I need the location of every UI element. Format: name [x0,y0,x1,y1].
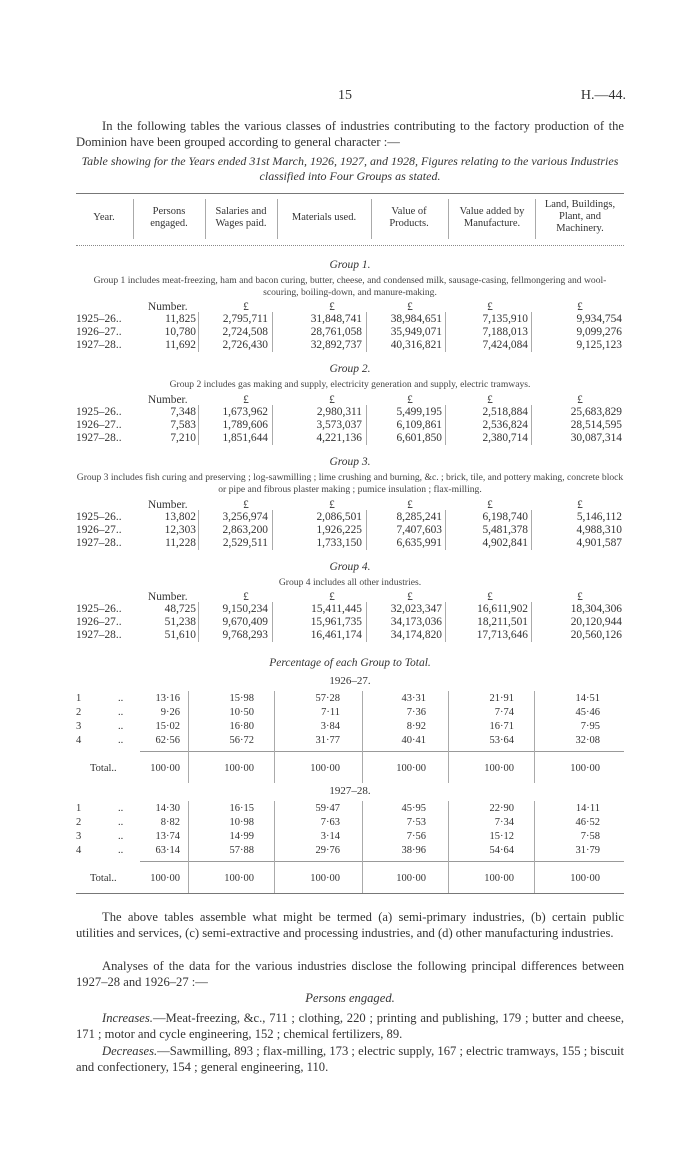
col-divider [534,691,535,783]
percent-value: 54·64 [489,845,514,856]
cell-value: 18,304,306 [570,603,622,615]
col-divider [448,691,449,783]
unit-label: £ [407,394,413,406]
page-number: 15 [338,88,352,103]
col-divider [188,801,189,893]
total-value: 100·00 [396,873,426,884]
col-divider [445,405,446,445]
percent-value: 62·56 [155,735,180,746]
percent-value: 45·46 [575,707,600,718]
percent-value: 16·15 [229,803,254,814]
row-year: 1927–28.. [76,537,122,549]
row-year: 1927–28.. [76,432,122,444]
cell-value: 7,135,910 [482,313,528,325]
cell-value: 2,518,884 [482,406,528,418]
percent-value: 7·34 [494,817,514,828]
row-year: 1925–26.. [76,313,122,325]
row-year: 1926–27.. [76,419,122,431]
column-header-row [76,195,624,243]
cell-value: 51,610 [164,629,196,641]
col-divider [366,510,367,550]
cell-value: 5,481,378 [482,524,528,536]
percent-value: 59·47 [315,803,340,814]
col-divider [188,691,189,783]
leader-dots: .. [118,817,124,828]
cell-value: 9,125,123 [576,339,622,351]
decreases-text: —Sawmilling, 893 ; flax-milling, 173 ; electric supply, 167 ; electric tramways, 155 ; biscuit and confectionery, 154 ; general engineering, 110. [76,1044,624,1074]
analyses-paragraph: Analyses of the data for the various industries disclose the following principal differences between 1927–28 and 1926–27 :— [76,959,624,989]
cell-value: 16,461,174 [310,629,362,641]
table-top-rule [76,193,624,194]
cell-value: 3,256,974 [222,511,268,523]
cell-value: 1,789,606 [222,419,268,431]
cell-value: 2,086,501 [316,511,362,523]
unit-label: £ [407,591,413,603]
cell-value: 2,795,711 [222,313,268,325]
cell-value: 7,424,084 [482,339,528,351]
unit-label: £ [243,499,249,511]
percent-value: 57·28 [315,693,340,704]
percent-value: 7·95 [580,721,600,732]
unit-label: £ [487,591,493,603]
total-value: 100·00 [396,763,426,774]
cell-value: 9,150,234 [222,603,268,615]
percent-value: 9·26 [160,707,180,718]
unit-label: £ [243,394,249,406]
leader-dots: .. [118,845,124,856]
unit-label: £ [577,591,583,603]
leader-dots: .. [118,803,124,814]
group-label: 4 [76,735,82,746]
leader-dots: .. [118,707,124,718]
cell-value: 7,583 [170,419,196,431]
percent-value: 45·95 [401,803,426,814]
cell-value: 7,348 [170,406,196,418]
unit-label: £ [577,301,583,313]
cell-value: 10,780 [164,326,196,338]
col-divider [362,801,363,893]
cell-value: 34,173,036 [390,616,442,628]
cell-value: 28,761,058 [310,326,362,338]
percent-value: 16·80 [229,721,254,732]
row-year: 1927–28.. [76,629,122,641]
col-divider [272,602,273,642]
percent-value: 3·84 [320,721,340,732]
total-label: Total.. [90,763,117,774]
col-head-materials: Materials used. [291,212,357,223]
cell-value: 8,285,241 [396,511,442,523]
cell-value: 2,980,311 [316,406,362,418]
cell-value: 5,146,112 [576,511,622,523]
cell-value: 11,692 [165,339,196,351]
percent-value: 43·31 [401,693,426,704]
unit-label: £ [329,499,335,511]
cell-value: 13,802 [164,511,196,523]
cell-value: 12,303 [164,524,196,536]
percent-value: 22·90 [489,803,514,814]
cell-value: 18,211,501 [477,616,528,628]
cell-value: 2,863,200 [222,524,268,536]
col-divider [366,312,367,352]
group-description: Group 2 includes gas making and supply, electricity generation and supply, electric tramways. [169,379,531,390]
row-year: 1925–26.. [76,603,122,615]
unit-label: Number. [148,301,188,313]
group-1-block [76,300,624,352]
cell-value: 35,949,071 [390,326,442,338]
percent-value: 14·11 [575,803,600,814]
cell-value: 30,087,314 [570,432,622,444]
unit-label: £ [487,394,493,406]
group-2-block [76,393,624,445]
unit-label: £ [577,499,583,511]
cell-value: 15,411,445 [311,603,362,615]
row-year: 1927–28.. [76,339,122,351]
summary-paragraph: The above tables assemble what might be termed (a) semi-primary industries, (b) certain public utilities and services, (c) semi-extractive and processing industries, and (d) other manufacturing industries. [76,910,624,940]
cell-value: 2,726,430 [222,339,268,351]
col-head-land-buildings: Land, Buildings, Plant, and Machinery. [544,199,616,234]
col-divider [205,199,206,239]
col-divider [445,312,446,352]
unit-label: Number. [148,394,188,406]
unit-label: £ [243,591,249,603]
col-divider [366,405,367,445]
cell-value: 6,198,740 [482,511,528,523]
unit-label: £ [487,499,493,511]
percent-value: 7·36 [406,707,426,718]
col-divider [445,510,446,550]
decreases-label: Decreases. [102,1044,158,1058]
leader-dots: .. [118,735,124,746]
total-value: 100·00 [310,873,340,884]
persons-engaged-heading: Persons engaged. [305,991,395,1005]
col-divider [448,801,449,893]
table-caption: Table showing for the Years ended 31st March, 1926, 1927, and 1928, Figures relating to the various Industries classified into Four Groups as stated. [81,154,619,183]
percent-value: 15·12 [489,831,514,842]
cell-value: 9,670,409 [222,616,268,628]
leader-dots: .. [118,831,124,842]
cell-value: 2,380,714 [482,432,528,444]
col-head-year: Year. [93,212,115,223]
col-divider [272,510,273,550]
cell-value: 6,635,991 [396,537,442,549]
col-divider [362,691,363,783]
cell-value: 32,892,737 [310,339,362,351]
row-year: 1926–27.. [76,326,122,338]
group-label: 1 [76,803,82,814]
col-divider [277,199,278,239]
percent-value: 31·77 [315,735,340,746]
group-label: 3 [76,831,82,842]
cell-value: 38,984,651 [390,313,442,325]
group-description: Group 4 includes all other industries. [278,577,422,588]
cell-value: 34,174,820 [390,629,442,641]
cell-value: 40,316,821 [390,339,442,351]
col-divider [531,312,532,352]
cell-value: 7,407,603 [396,524,442,536]
cell-value: 20,560,126 [570,629,622,641]
col-divider [531,405,532,445]
percent-value: 46·52 [575,817,600,828]
total-value: 100·00 [150,763,180,774]
total-value: 100·00 [484,873,514,884]
percent-value: 14·51 [575,693,600,704]
cell-value: 48,725 [164,603,196,615]
cell-value: 9,768,293 [222,629,268,641]
cell-value: 3,573,037 [316,419,362,431]
col-divider [274,801,275,893]
col-divider [274,691,275,783]
unit-label: £ [329,394,335,406]
cell-value: 7,188,013 [482,326,528,338]
col-divider [198,405,199,445]
col-divider [198,312,199,352]
percent-value: 13·16 [155,693,180,704]
cell-value: 32,023,347 [390,603,442,615]
group-title: Group 3. [329,456,371,468]
unit-label: Number. [148,591,188,603]
unit-label: Number. [148,499,188,511]
group-title: Group 4. [329,561,371,573]
group-title: Group 1. [329,259,371,271]
cell-value: 5,499,195 [396,406,442,418]
col-head-products: Value of Products. [389,206,429,229]
col-divider [534,801,535,893]
total-value: 100·00 [224,873,254,884]
unit-label: £ [407,301,413,313]
cell-value: 4,901,587 [576,537,622,549]
col-divider [445,602,446,642]
cell-value: 11,228 [165,537,196,549]
row-year: 1926–27.. [76,616,122,628]
total-value: 100·00 [484,763,514,774]
col-divider [531,602,532,642]
cell-value: 6,109,861 [396,419,442,431]
total-value: 100·00 [570,873,600,884]
increases-text: —Meat-freezing, &c., 711 ; clothing, 220 ; printing and publishing, 179 ; butter and cheese, 171 ; motor and cycle engineering, 152 ; chemical fertilizers, 89. [76,1011,624,1041]
percent-value: 57·88 [229,845,254,856]
cell-value: 1,733,150 [316,537,362,549]
percentage-year: 1927–28. [329,785,371,797]
col-divider [272,312,273,352]
row-year: 1926–27.. [76,524,122,536]
group-description: Group 3 includes fish curing and preserving ; log-sawmilling ; lime crushing and burning, &c. ; brick, tile, and pottery making, concrete block or pipe and fibrous plaster making ; pumice insulation ; flax-milling. [76,472,624,495]
percent-value: 7·56 [406,831,426,842]
col-divider [198,510,199,550]
percent-value: 56·72 [229,735,254,746]
percent-value: 7·63 [320,817,340,828]
cell-value: 1,851,644 [222,432,268,444]
group-label: 2 [76,707,82,718]
unit-label: £ [407,499,413,511]
col-divider [448,199,449,239]
percent-value: 29·76 [315,845,340,856]
percent-value: 38·96 [401,845,426,856]
col-head-value-added: Value added by Manufacture. [459,206,525,229]
cell-value: 20,120,944 [570,616,622,628]
col-divider [535,199,536,239]
col-divider [371,199,372,239]
percent-value: 8·82 [160,817,180,828]
total-value: 100·00 [310,763,340,774]
header-bottom-rule [76,245,624,246]
cell-value: 51,238 [164,616,196,628]
unit-label: £ [329,301,335,313]
percent-value: 3·14 [320,831,340,842]
total-value: 100·00 [570,763,600,774]
cell-value: 6,601,850 [396,432,442,444]
col-head-salaries: Salaries and Wages paid. [215,206,267,229]
percent-value: 8·92 [406,721,426,732]
group-description: Group 1 includes meat-freezing, ham and bacon curing, butter, cheese, and condensed milk, sausage-casing, fellmongering and wool-scouring, boiling-down, and manure-making. [93,275,607,298]
percent-value: 7·53 [406,817,426,828]
col-head-persons: Persons engaged. [150,206,188,229]
percent-value: 13·74 [155,831,180,842]
percent-value: 32·08 [575,735,600,746]
cell-value: 2,724,508 [222,326,268,338]
percent-value: 14·30 [155,803,180,814]
group-title: Group 2. [329,363,371,375]
cell-value: 31,848,741 [310,313,362,325]
percent-value: 40·41 [401,735,426,746]
unit-label: £ [577,394,583,406]
percent-value: 7·11 [321,707,340,718]
cell-value: 1,673,962 [222,406,268,418]
col-divider [133,199,134,239]
col-divider [531,510,532,550]
increases-label: Increases. [102,1011,153,1025]
increases-paragraph [76,1010,624,1042]
cell-value: 7,210 [170,432,196,444]
cell-value: 9,934,754 [576,313,622,325]
percent-value: 7·58 [580,831,600,842]
percent-value: 7·74 [494,707,514,718]
group-label: 3 [76,721,82,732]
cell-value: 2,529,511 [222,537,268,549]
cell-value: 1,926,225 [316,524,362,536]
table-bottom-rule [76,893,624,894]
unit-label: £ [487,301,493,313]
percentage-block-1927-28 [76,801,624,897]
group-4-block [76,590,624,642]
percentage-title: Percentage of each Group to Total. [269,657,431,669]
percent-value: 53·64 [489,735,514,746]
group-3-block [76,498,624,550]
total-rule [140,861,624,862]
row-year: 1925–26.. [76,406,122,418]
group-label: 1 [76,693,82,704]
total-rule [140,751,624,752]
total-label: Total.. [90,873,117,884]
percentage-year: 1926–27. [329,675,371,687]
document-reference: H.—44. [580,88,626,103]
decreases-paragraph [76,1043,624,1075]
group-label: 4 [76,845,82,856]
percent-value: 15·02 [155,721,180,732]
total-value: 100·00 [150,873,180,884]
cell-value: 28,514,595 [570,419,622,431]
total-value: 100·00 [224,763,254,774]
cell-value: 2,536,824 [482,419,528,431]
percent-value: 10·50 [229,707,254,718]
cell-value: 4,902,841 [482,537,528,549]
group-label: 2 [76,817,82,828]
percent-value: 31·79 [575,845,600,856]
percent-value: 10·98 [229,817,254,828]
percent-value: 15·98 [229,693,254,704]
cell-value: 16,611,902 [477,603,528,615]
percent-value: 21·91 [489,693,514,704]
col-divider [272,405,273,445]
row-year: 1925–26.. [76,511,122,523]
unit-label: £ [243,301,249,313]
percent-value: 14·99 [229,831,254,842]
leader-dots: .. [118,721,124,732]
cell-value: 4,221,136 [316,432,362,444]
cell-value: 9,099,276 [576,326,622,338]
cell-value: 25,683,829 [570,406,622,418]
percent-value: 16·71 [489,721,514,732]
intro-paragraph: In the following tables the various classes of industries contributing to the factory production of the Dominion have been grouped according to general character :— [76,119,624,149]
leader-dots: .. [118,693,124,704]
percentage-block-1926-27 [76,691,624,787]
col-divider [366,602,367,642]
cell-value: 17,713,646 [476,629,528,641]
cell-value: 11,825 [165,313,196,325]
cell-value: 15,961,735 [310,616,362,628]
unit-label: £ [329,591,335,603]
cell-value: 4,988,310 [576,524,622,536]
percent-value: 63·14 [155,845,180,856]
col-divider [198,602,199,642]
